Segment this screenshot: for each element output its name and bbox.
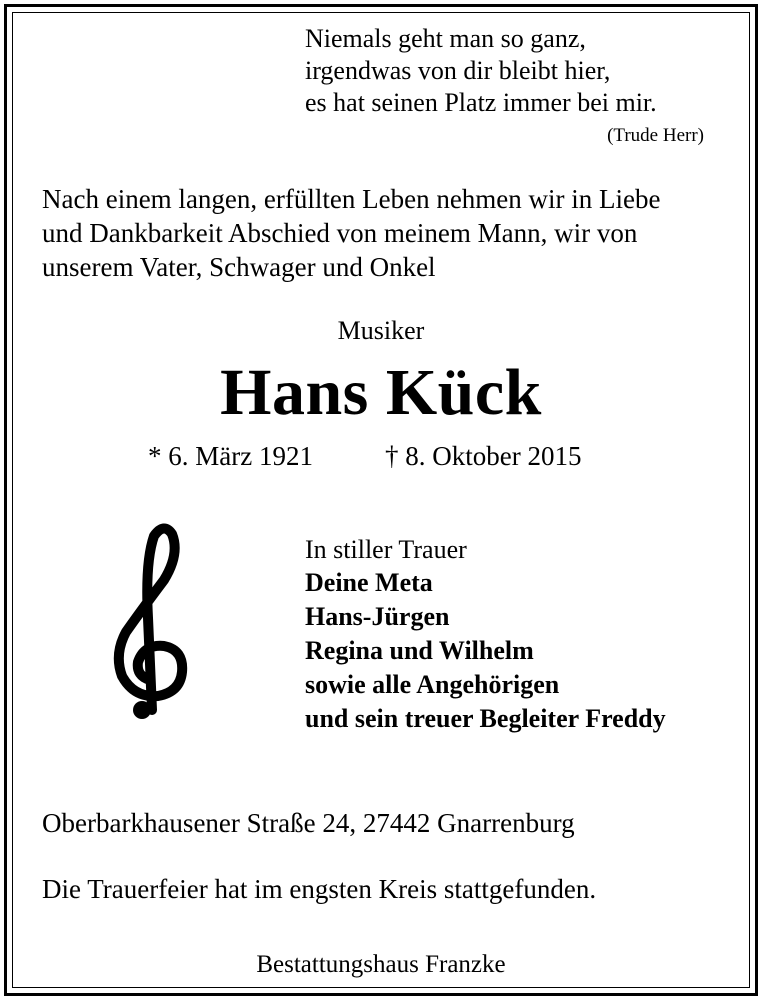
- intro-line-2: und Dankbarkeit Abschied von meinem Mann, wir von: [42, 218, 638, 248]
- mourner-4: sowie alle Angehörigen: [305, 670, 560, 699]
- mourner-1: Deine Meta: [305, 568, 433, 597]
- intro-line-3: unserem Vater, Schwager und Onkel: [42, 252, 436, 282]
- funeral-home: Bestattungshaus Franzke: [256, 951, 506, 978]
- mourner-2: Hans-Jürgen: [305, 602, 450, 631]
- poem-line-3: es hat seinen Platz immer bei mir.: [305, 88, 657, 117]
- mourners-heading: In stiller Trauer: [305, 535, 467, 564]
- occupation: Musiker: [337, 316, 425, 345]
- deceased-name: Hans Kück: [220, 356, 542, 429]
- mourner-3: Regina und Wilhelm: [305, 636, 534, 665]
- birth-date: * 6. März 1921: [148, 441, 313, 471]
- poem-line-1: Niemals geht man so ganz,: [305, 24, 586, 53]
- address: Oberbarkhausener Straße 24, 27442 Gnarrenburg: [42, 808, 575, 838]
- treble-clef-icon: [108, 522, 192, 722]
- death-date: † 8. Oktober 2015: [385, 441, 582, 471]
- inner-border: [12, 12, 750, 988]
- poem-line-2: irgendwas von dir bleibt hier,: [305, 56, 611, 85]
- poem-attribution: (Trude Herr): [607, 125, 704, 146]
- ceremony-note: Die Trauerfeier hat im engsten Kreis stattgefunden.: [42, 874, 597, 904]
- intro-line-1: Nach einem langen, erfüllten Leben nehmen wir in Liebe: [42, 184, 661, 214]
- mourner-5: und sein treuer Begleiter Freddy: [305, 704, 666, 733]
